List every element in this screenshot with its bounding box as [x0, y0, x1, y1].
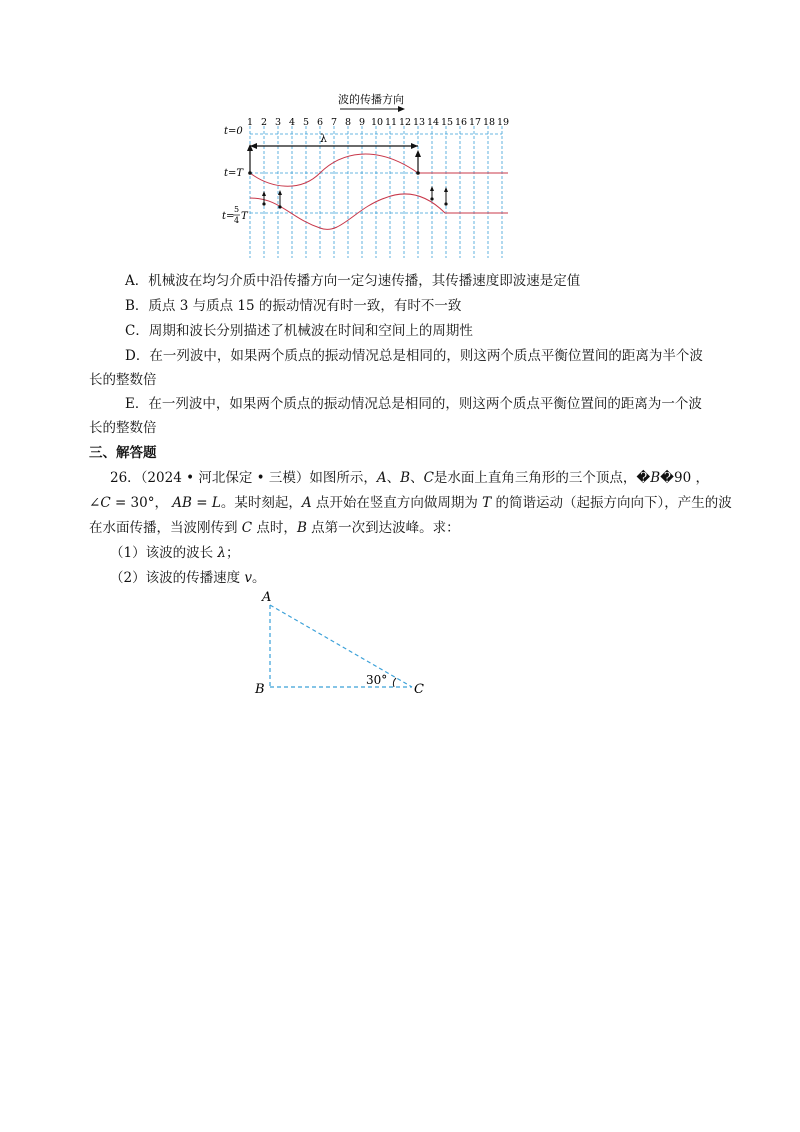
t54-arrowhead-2	[262, 191, 266, 196]
row-label-t54-suffix: T	[241, 211, 248, 222]
lambda-arrowhead-right	[411, 143, 418, 149]
q26-angle-90: 90 ，	[674, 470, 709, 486]
q26-sub2	[110, 568, 266, 588]
q26-var-C: C	[423, 470, 434, 486]
q26-var-C3: C	[241, 520, 253, 536]
q26-var-B: B	[400, 470, 411, 486]
t54-point-14	[430, 197, 433, 200]
triangle-diagram	[250, 585, 440, 700]
q26-line2-text-d: 的简谐运动（起振方向向下），产生的波	[491, 495, 732, 511]
angle-label: 30°	[366, 673, 388, 687]
side-ac	[270, 605, 412, 687]
row-label-t0: t=0	[224, 126, 243, 137]
q26-garbled-2: �	[660, 470, 675, 486]
q26-var-B2: B	[650, 470, 661, 486]
q26-line3-text-c: 点第一次到达波峰。求：	[306, 520, 460, 536]
grid-number-2: 2	[261, 117, 268, 128]
angle-symbol: ∠	[89, 495, 101, 511]
tT-point-right	[416, 171, 420, 175]
tT-point-left	[248, 171, 252, 175]
option-c: C．周期和波长分别描述了机械波在时间和空间上的周期性	[125, 323, 473, 339]
wave-diagram	[210, 88, 530, 268]
q26-line2-text-b: 。某时刻起，	[220, 495, 302, 511]
grid-number-5: 5	[303, 117, 310, 128]
t54-arrowhead-14	[430, 186, 434, 191]
q26-line2-text-c: 点开始在竖直方向做周期为	[311, 495, 483, 511]
q26-var-L: L	[211, 495, 221, 511]
q26-line2-text-a: = 30°，	[110, 495, 173, 511]
vertex-label-c: C	[414, 682, 424, 697]
grid-number-13: 13	[413, 117, 426, 128]
q26-var-v: v	[244, 570, 253, 586]
grid-number-3: 3	[275, 117, 282, 128]
q26-line3	[89, 518, 460, 538]
q26-sub2-end: 。	[252, 570, 266, 586]
wave-t54	[250, 194, 508, 230]
t54-point-3	[278, 205, 281, 208]
q26-var-A2: A	[301, 495, 312, 511]
q26-sep1: 、	[386, 470, 401, 486]
grid-number-17: 17	[469, 117, 482, 128]
grid-number-11: 11	[385, 117, 398, 128]
grid-number-9: 9	[359, 117, 366, 128]
q26-sub1	[110, 543, 239, 563]
row-label-t54-prefix: t=	[222, 211, 235, 222]
q26-line1-text-a: 26．（2024 • 河北保定 • 三模）如图所示，	[110, 470, 377, 486]
grid-number-14: 14	[427, 117, 440, 128]
option-e-line2: 长的整数倍	[89, 420, 157, 436]
q26-line1-text-b: 是水面上直角三角形的三个顶点，	[433, 470, 637, 486]
q26-var-A: A	[376, 470, 387, 486]
q26-var-AB: AB	[172, 495, 192, 511]
q26-garbled-1: �	[636, 470, 651, 486]
q26-sub1-end: ；	[225, 545, 240, 561]
grid-number-4: 4	[289, 117, 296, 128]
q26-sep2: 、	[410, 470, 424, 486]
grid-number-1: 1	[247, 117, 254, 128]
grid-number-10: 10	[371, 117, 384, 128]
q26-line1	[110, 468, 709, 488]
tT-right-arrowhead	[415, 150, 421, 157]
q26-var-C2: C	[100, 495, 111, 511]
q26-line2	[89, 493, 732, 513]
option-b: B．质点 3 与质点 15 的振动情况有时一致，有时不一致	[125, 298, 462, 314]
grid-number-15: 15	[441, 117, 454, 128]
q26-var-lambda: λ	[217, 545, 226, 561]
t54-arrowhead-3	[278, 190, 282, 195]
option-a: A．机械波在均匀介质中沿传播方向一定匀速传播，其传播速度即波速是定值	[125, 273, 581, 289]
row-label-tT: t=T	[224, 168, 244, 179]
section-title: 三、解答题	[89, 445, 157, 461]
row-label-t54-num: 5	[234, 205, 240, 214]
grid-number-18: 18	[483, 117, 496, 128]
vertex-label-b: B	[255, 682, 265, 697]
propagation-direction-label: 波的传播方向	[338, 93, 404, 106]
grid-number-7: 7	[331, 117, 338, 128]
q26-line3-text-a: 在水面传播，当波刚传到	[89, 520, 242, 536]
option-d-line2: 长的整数倍	[89, 372, 157, 388]
grid-number-8: 8	[345, 117, 352, 128]
q26-eq: =	[191, 495, 212, 511]
q26-line3-text-b: 点时，	[252, 520, 297, 536]
grid-number-6: 6	[317, 117, 324, 128]
propagation-arrowhead	[398, 106, 405, 112]
q26-sub2-text: （2）该波的传播速度	[110, 570, 245, 586]
q26-sub1-text: （1）该波的波长	[110, 545, 218, 561]
option-d-line1: D．在一列波中，如果两个质点的振动情况总是相同的，则这两个质点平衡位置间的距离为半个波	[125, 348, 703, 364]
q26-var-B3: B	[296, 520, 307, 536]
vertex-label-a: A	[262, 590, 272, 605]
row-label-t54-den: 4	[234, 216, 240, 225]
grid-number-16: 16	[455, 117, 468, 128]
t54-point-2	[262, 202, 265, 205]
grid-number-12: 12	[399, 117, 412, 128]
t54-arrowhead-15	[444, 187, 448, 192]
t54-point-15	[444, 202, 447, 205]
q26-var-T: T	[482, 495, 492, 511]
wave-tT	[250, 154, 508, 186]
grid-number-row	[247, 117, 509, 128]
lambda-label: λ	[320, 132, 327, 145]
tT-left-arrowhead	[247, 144, 253, 151]
angle-arc	[393, 678, 396, 687]
grid-number-19: 19	[497, 117, 510, 128]
option-e-line1: E．在一列波中，如果两个质点的振动情况总是相同的，则这两个质点平衡位置间的距离为一个波	[125, 396, 702, 412]
